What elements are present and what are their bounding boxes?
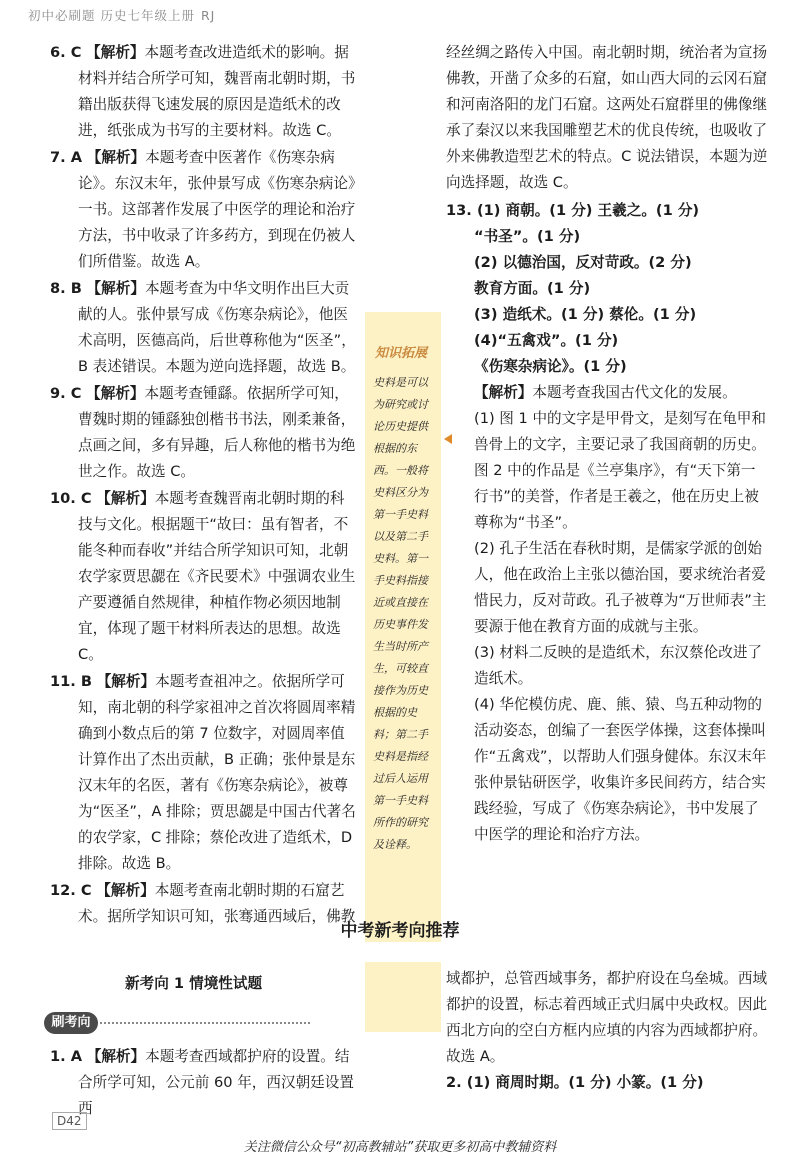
section-subtitle: 新考向 1 情境性试题 [125,975,263,992]
new-question-1: 1. A 【解析】本题考查西域都护府的设置。结合所学可知，公元前 60 年，西汉朝廷设置西 [50,1048,354,1117]
question-11: 11. B 【解析】本题考查祖冲之。依据所学可知，南北朝的科学家祖冲之首次将圆周率精确到小数点后的第 7 位数字，对圆周率值计算作出了杰出贡献，B 正确；张仲景是东汉末年的名医，著有《伤寒杂病论》，被尊为“医圣”，A 排除；贾思勰是中国古代著名的农学家，C 排除；蔡伦改进了造纸术，D 排除。故选 B。 [50,673,356,872]
q13-answer-4: 教育方面。(1 分) [474,280,591,297]
question-7: 7. A 【解析】本题考查中医著作《伤寒杂病论》。东汉末年，张仲景写成《伤寒杂病论》一书。这部著作发展了中医学的理论和治疗方法，书中收录了许多药方，到现在仍被人们所借鉴。故选 A。 [50,149,356,270]
q13-analysis-3: (3) 材料二反映的是造纸术，东汉蔡伦改进了造纸术。 [474,644,763,687]
q13-answer-2: “书圣”。(1 分) [474,228,581,245]
sidebar-pointer-icon [444,434,452,444]
new-question-2: 2. (1) 商周时期。(1 分) 小篆。(1 分) [446,1074,704,1091]
question-6: 6. C 【解析】本题考查改进造纸术的影响。据材料并结合所学可知，魏晋南北朝时期，书籍出版获得飞速发展的原因是造纸术的改进，纸张成为书写的主要材料。故选 C。 [50,44,356,139]
q13-analysis-1: (1) 图 1 中的文字是甲骨文，是刻写在龟甲和兽骨上的文字，主要记录了我国商朝的历史。图 2 中的作品是《兰亭集序》，有“天下第一行书”的美誉，作者是王羲之，他在历史上被尊称为“书圣”。 [474,410,766,531]
q13-answer-7: 《伤寒杂病论》。(1 分) [474,358,627,375]
question-8: 8. B 【解析】本题考查为中华文明作出巨大贡献的人。张仲景写成《伤寒杂病论》，他医术高明，医德高尚，后世尊称他为“医圣”，B 表述错误。本题为逆向选择题，故选 B。 [50,280,356,375]
q13-analysis-4: (4) 华佗模仿虎、鹿、熊、猿、鸟五种动物的活动姿态，创编了一套医学体操，这套体操叫作“五禽戏”，以帮助人们强身健体。东汉末年张仲景钻研医学，收集许多民间药方，结合实践经验，写成了《伤寒杂病论》，书中发展了中医学的理论和治疗方法。 [474,696,767,843]
sidebar-text: 史料是可以为研究或讨论历史提供根据的东西。一般将史料区分为第一手史料以及第二手史料。第一手史料指接近或直接在历史事件发生当时所产生，可较直接作为历史根据的史料；第二手史料是指经过后人运用第一手史料所作的研究及诠释。 [373,376,428,851]
sidebar-title: 知识拓展 [375,346,428,361]
new-question-1-continued: 域都护，总管西域事务，都护府设在乌垒城。西域都护的设置，标志着西域正式归属中央政权。因此西北方向的空白方框内应填的内容为西域都护府。故选 A。 [446,970,768,1065]
question-12: 12. C 【解析】本题考查南北朝时期的石窟艺术。据所学知识可知，张骞通西域后，佛教 [50,882,356,925]
footer-note: 关注微信公众号“初高教辅站”获取更多初高中教辅资料 [243,1140,557,1155]
practice-badge: 刷考向 [44,1012,98,1034]
section-title: 中考新考向推荐 [340,921,460,941]
bottom-right-column [446,966,770,1096]
right-column [446,40,770,848]
dotted-divider [100,1022,310,1024]
question-10: 10. C 【解析】本题考查魏晋南北朝时期的科技与文化。根据题干“故曰：虽有智者，不能冬种而春收”并结合所学知识可知，北朝农学家贾思勰在《齐民要术》中强调农业生产要遵循自然规律，种植作物必须因地制宜，体现了题干材料所表达的思想。故选 C。 [50,490,356,663]
header-edition: RJ [200,8,216,23]
question-9: 9. C 【解析】本题考查锺繇。依据所学可知，曹魏时期的锺繇独创楷书书法，刚柔兼备，点画之间，多有异趣，后人称他的楷书为绝世之作。故选 C。 [50,385,356,480]
q13-answer-3: (2) 以德治国，反对苛政。(2 分) [474,254,692,271]
page-number: D42 [52,1112,87,1130]
q13-answer-1: 13. (1) 商朝。(1 分) 王羲之。(1 分) [446,202,700,219]
header-title: 初中必刷题 历史七年级上册 [28,8,195,23]
knowledge-sidebar [365,312,441,942]
q13-answer-6: (4)“五禽戏”。(1 分) [474,332,619,349]
q13-analysis-2: (2) 孔子生活在春秋时期，是儒家学派的创始人，他在政治上主张以德治国，要求统治者爱惜民力，反对苛政。孔子被尊为“万世师表”主要源于他在教育方面的成就与主张。 [474,540,767,635]
left-column [50,40,358,931]
bottom-left-column [50,1044,358,1123]
q13-answer-5: (3) 造纸术。(1 分) 蔡伦。(1 分) [474,306,697,323]
question-12-continued: 经丝绸之路传入中国。南北朝时期，统治者为宣扬佛教，开凿了众多的石窟，如山西大同的云冈石窟和河南洛阳的龙门石窟。这两处石窟群里的佛像继承了秦汉以来我国雕塑艺术的优良传统，也吸收了外来佛教造型艺术的特点。C 说法错误，本题为逆向选择题，故选 C。 [446,44,768,191]
q13-analysis-intro: 【解析】本题考查我国古代文化的发展。 [474,384,737,401]
question-13 [446,198,770,848]
bottom-sidebar [365,962,441,1032]
page-header [28,6,215,24]
